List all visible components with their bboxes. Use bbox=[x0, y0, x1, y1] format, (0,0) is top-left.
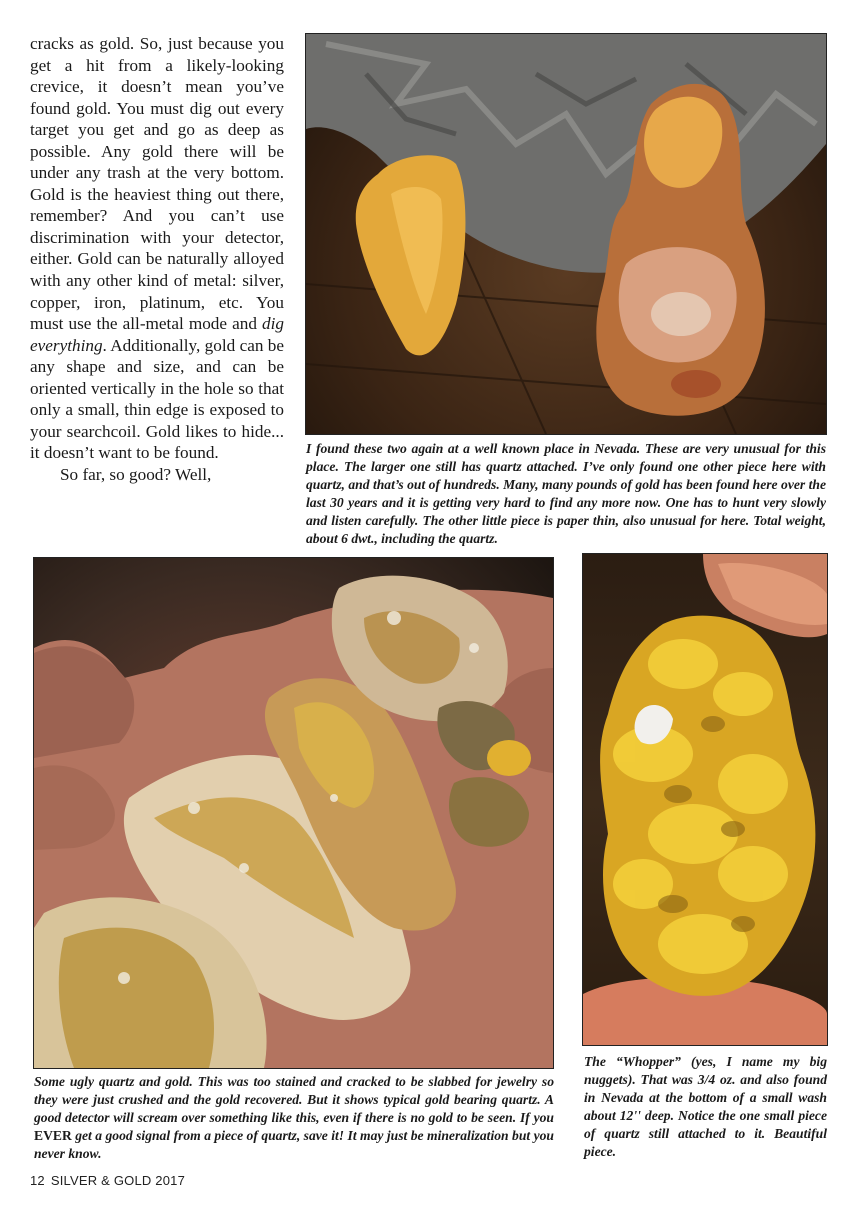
photo-caption-nuggets: I found these two again at a well known place in Nevada. These are very unusual for this place. The larger one still has quartz attached. I’ve only found one other piece here with quartz, and that’s out of hundreds. Many, many pounds of gold has been found here over the last 30 years and it is getting very hard to find any more now. One has to hunt very slowly and listen carefully. The other little piece is paper thin, also unusual for here. Total weight, about 6 dwt., including the quartz. bbox=[306, 441, 826, 546]
article-body-column bbox=[30, 33, 284, 485]
page-number: 12 bbox=[30, 1173, 45, 1188]
photo-quartz-in-hand bbox=[33, 557, 554, 1069]
photo-nuggets-on-wood bbox=[305, 33, 827, 435]
article-paragraph-1: cracks as gold. So, just because you get a hit from a likely-looking crevice, it doesn’t mean you’ve found gold. You must dig out every target you get and go as deep as possible. Any gold there will be under any trash at the very bottom. Gold is the heaviest thing out there, remember? And you can’t use discrimination with your detector, either. Gold can be naturally alloyed with any other kind of metal: silver, copper, iron, platinum, etc. You must use the all-metal mode and dig everything. Additionally, gold can be any shape and size, and can be oriented vertically in the hole so that only a small, thin edge is exposed to your searchcoil. Gold likes to hide... it doesn’t want to be found. bbox=[30, 34, 284, 463]
photo-caption-quartz: Some ugly quartz and gold. This was too stained and cracked to be slabbed for jewelry so they were just crushed and the gold recovered. But it shows typical gold bearing quartz. A good detector will scream over something like this, even if there is no gold to be seen. If you EVER get a good signal from a piece of quartz, save it! It may just be mineralization but you never know. bbox=[34, 1074, 554, 1161]
page-footer bbox=[30, 1173, 185, 1188]
photo-caption-whopper: The “Whopper” (yes, I name my big nuggets). That was 3/4 oz. and also found in Nevada at the bottom of a small wash about 12'' deep. Notice the one small piece of quartz still attached to it. Beautiful piece. bbox=[584, 1054, 827, 1159]
publication-name: SILVER & GOLD 2017 bbox=[50, 1173, 186, 1188]
article-paragraph-2: So far, so good? Well, bbox=[60, 464, 212, 484]
photo-whopper-nugget bbox=[582, 553, 828, 1046]
